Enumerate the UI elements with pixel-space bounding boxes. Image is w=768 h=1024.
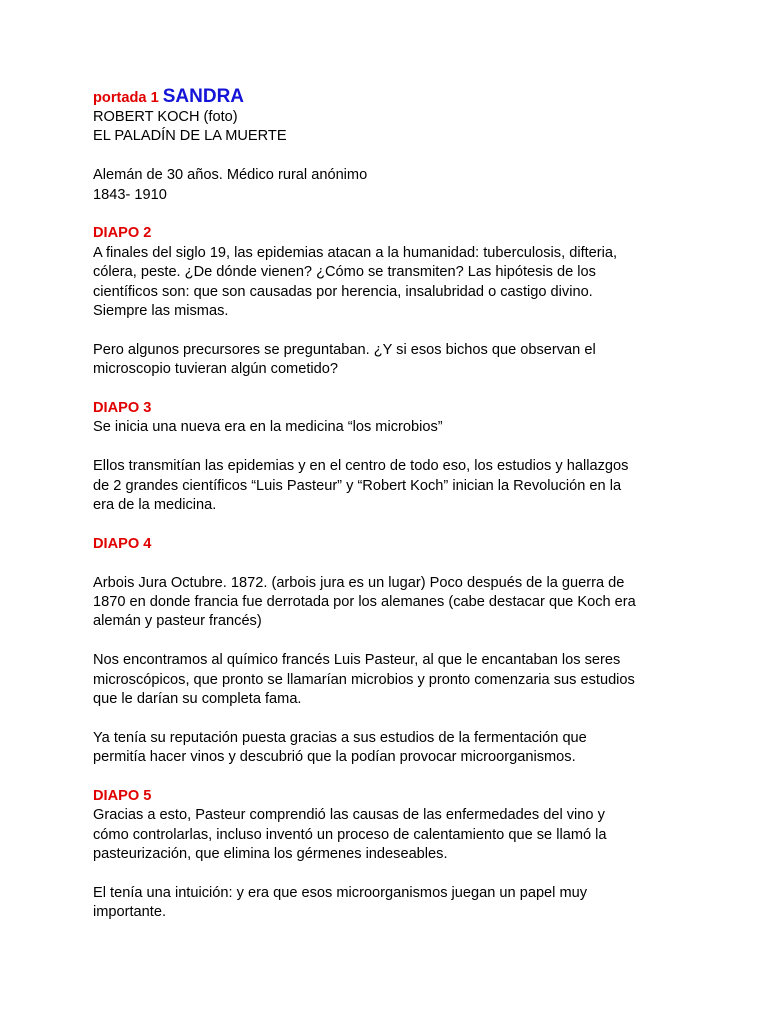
intro-line: 1843- 1910 <box>93 186 167 203</box>
cover-label: portada 1 <box>93 90 159 106</box>
paragraph-line: que le darían su completa fama. <box>93 691 302 708</box>
section-heading-diapo-5: DIAPO 5 <box>93 788 152 805</box>
spacer <box>93 147 693 166</box>
paragraph-line: microscopio tuvieran algún cometido? <box>93 361 338 378</box>
paragraph-line: Ya tenía su reputación puesta gracias a sus estudios de la fermentación que <box>93 729 587 746</box>
paragraph-line: de 2 grandes científicos “Luis Pasteur” y “Robert Koch” inician la Revolución en la <box>93 477 622 494</box>
paragraph-line: Pero algunos precursores se preguntaban. ¿Y si esos bichos que observan el <box>93 341 596 358</box>
paragraph-line: era de la medicina. <box>93 497 217 514</box>
spacer <box>93 380 693 399</box>
paragraph-line: importante. <box>93 904 167 921</box>
paragraph-line: cómo controlarlas, incluso inventó un proceso de calentamiento que se llamó la <box>93 826 607 843</box>
spacer <box>93 768 693 787</box>
paragraph-line: Arbois Jura Octubre. 1872. (arbois jura es un lugar) Poco después de la guerra de <box>93 574 625 591</box>
paragraph-line: científicos son: que son causadas por herencia, insalubridad o castigo divino. <box>93 283 593 300</box>
paragraph-line: permitía hacer vinos y descubrió que la podían provocar microorganismos. <box>93 749 576 766</box>
paragraph-line: Gracias a esto, Pasteur comprendió las causas de las enfermedades del vino y <box>93 807 605 824</box>
paragraph-line: alemán y pasteur francés) <box>93 613 262 630</box>
cover-line: EL PALADÍN DE LA MUERTE <box>93 128 287 145</box>
paragraph-line: Nos encontramos al químico francés Luis Pasteur, al que le encantaban los seres <box>93 652 621 669</box>
section-heading-diapo-4: DIAPO 4 <box>93 535 152 552</box>
paragraph-line: microscópicos, que pronto se llamarían microbios y pronto comenzaria sus estudios <box>93 671 635 688</box>
cover-line: ROBERT KOCH (foto) <box>93 109 238 125</box>
paragraph-line: pasteurización, que elimina los gérmenes indeseables. <box>93 846 448 863</box>
cover-title-line <box>93 86 693 108</box>
spacer <box>93 321 693 340</box>
spacer <box>93 554 693 573</box>
paragraph-line: Siempre las mismas. <box>93 303 229 320</box>
spacer <box>93 632 693 651</box>
spacer <box>93 438 693 457</box>
cover-presenter-name: SANDRA <box>162 86 245 107</box>
spacer <box>93 515 693 534</box>
paragraph-line: 1870 en donde francia fue derrotada por los alemanes (cabe destacar que Koch era <box>93 594 636 611</box>
paragraph-line: Se inicia una nueva era en la medicina “los microbios” <box>93 419 443 436</box>
spacer <box>93 709 693 728</box>
paragraph-line: Ellos transmitían las epidemias y en el centro de todo eso, los estudios y hallazgos <box>93 458 629 475</box>
paragraph-line: A finales del siglo 19, las epidemias atacan a la humanidad: tuberculosis, difteria, <box>93 244 618 261</box>
section-heading-diapo-3: DIAPO 3 <box>93 400 152 417</box>
spacer <box>93 205 693 224</box>
paragraph-line: El tenía una intuición: y era que esos microorganismos juegan un papel muy <box>93 885 588 902</box>
section-heading-diapo-2: DIAPO 2 <box>93 225 152 242</box>
document-page <box>93 86 693 923</box>
spacer <box>93 865 693 884</box>
paragraph-line: cólera, peste. ¿De dónde vienen? ¿Cómo se transmiten? Las hipótesis de los <box>93 264 596 281</box>
intro-line: Alemán de 30 años. Médico rural anónimo <box>93 167 368 184</box>
